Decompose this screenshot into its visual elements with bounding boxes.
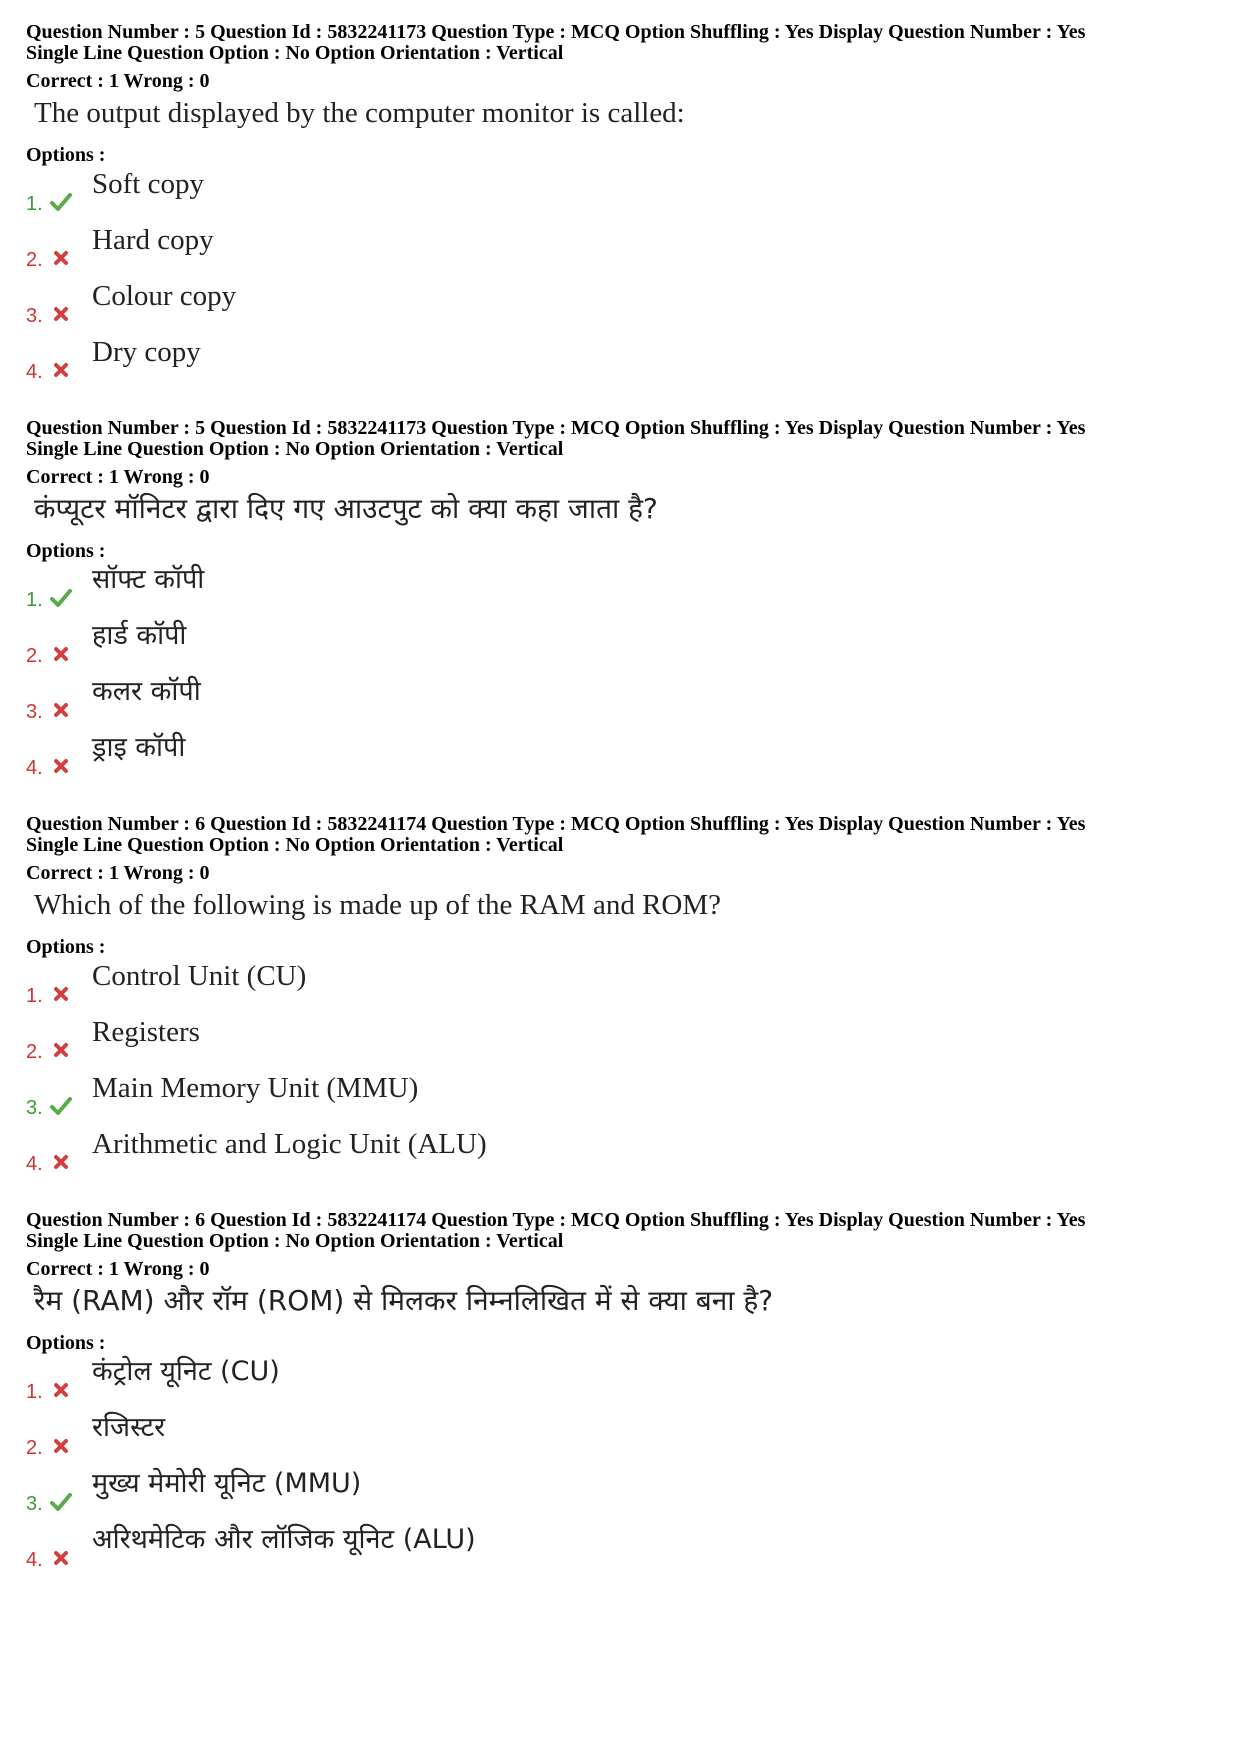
marking-scheme: Correct : 1 Wrong : 0 [26, 1258, 210, 1280]
option-text: मुख्य मेमोरी यूनिट (MMU) [92, 1468, 362, 1499]
cross-icon [50, 1040, 72, 1060]
option-item [26, 618, 1216, 674]
option-number: 3. [26, 305, 43, 327]
cross-icon [50, 304, 72, 324]
option-number: 4. [26, 757, 43, 779]
question-meta-line1: Question Number : 6 Question Id : 5832241174 Question Type : MCQ Option Shuffling : Yes Display Question Number : Yes [26, 1209, 1086, 1231]
question-meta-line2: Single Line Question Option : No Option Orientation : Vertical [26, 42, 564, 64]
option-item [26, 166, 1216, 222]
option-number: 4. [26, 361, 43, 383]
option-number: 4. [26, 1153, 43, 1175]
block-spacer [26, 786, 1216, 814]
option-text: अरिथमेटिक और लॉजिक यूनिट (ALU) [92, 1524, 476, 1555]
option-item [26, 334, 1216, 390]
question-text: The output displayed by the computer monitor is called: [34, 97, 685, 129]
question-meta-line1: Question Number : 5 Question Id : 5832241173 Question Type : MCQ Option Shuffling : Yes Display Question Number : Yes [26, 417, 1086, 439]
option-item [26, 278, 1216, 334]
option-text: Arithmetic and Logic Unit (ALU) [92, 1128, 487, 1160]
cross-icon [50, 1548, 72, 1568]
option-number: 3. [26, 1493, 43, 1515]
option-text: Colour copy [92, 280, 237, 312]
options-label: Options : [26, 540, 106, 562]
question-text: रैम (RAM) और रॉम (ROM) से मिलकर निम्नलिखित में से क्या बना है? [34, 1284, 774, 1317]
cross-icon [50, 644, 72, 664]
option-number: 2. [26, 645, 43, 667]
option-text: कलर कॉपी [92, 676, 201, 707]
question-paper [26, 22, 1216, 1578]
option-item [26, 730, 1216, 786]
option-item [26, 674, 1216, 730]
cross-icon [50, 756, 72, 776]
question-meta-line2: Single Line Question Option : No Option Orientation : Vertical [26, 1230, 564, 1252]
marking-scheme: Correct : 1 Wrong : 0 [26, 862, 210, 884]
option-number: 2. [26, 249, 43, 271]
option-text: हार्ड कॉपी [92, 620, 187, 651]
option-text: Soft copy [92, 168, 204, 200]
question-text: Which of the following is made up of the RAM and ROM? [34, 889, 722, 921]
option-text: कंट्रोल यूनिट (CU) [92, 1356, 280, 1387]
question-block [26, 1210, 1216, 1578]
option-number: 3. [26, 701, 43, 723]
cross-icon [50, 248, 72, 268]
block-spacer [26, 390, 1216, 418]
marking-scheme: Correct : 1 Wrong : 0 [26, 466, 210, 488]
question-meta-line1: Question Number : 5 Question Id : 5832241173 Question Type : MCQ Option Shuffling : Yes Display Question Number : Yes [26, 21, 1086, 43]
question-block [26, 418, 1216, 786]
question-text: कंप्यूटर मॉनिटर द्वारा दिए गए आउटपुट को क्या कहा जाता है? [34, 492, 658, 525]
option-text: Control Unit (CU) [92, 960, 307, 992]
option-number: 2. [26, 1437, 43, 1459]
option-number: 1. [26, 193, 43, 215]
cross-icon [50, 1380, 72, 1400]
option-text: रजिस्टर [92, 1412, 166, 1443]
question-meta-line2: Single Line Question Option : No Option Orientation : Vertical [26, 438, 564, 460]
options-label: Options : [26, 1332, 106, 1354]
cross-icon [50, 1436, 72, 1456]
cross-icon [50, 1152, 72, 1172]
check-icon [50, 1492, 72, 1512]
check-icon [50, 1096, 72, 1116]
option-item [26, 1466, 1216, 1522]
option-item [26, 1522, 1216, 1578]
option-item [26, 1126, 1216, 1182]
option-text: Main Memory Unit (MMU) [92, 1072, 419, 1104]
option-item [26, 1014, 1216, 1070]
option-number: 1. [26, 985, 43, 1007]
option-item [26, 1354, 1216, 1410]
question-block [26, 814, 1216, 1182]
option-item [26, 222, 1216, 278]
option-text: Hard copy [92, 224, 214, 256]
option-text: सॉफ्ट कॉपी [92, 564, 205, 595]
cross-icon [50, 984, 72, 1004]
option-text: Dry copy [92, 336, 201, 368]
check-icon [50, 192, 72, 212]
option-number: 3. [26, 1097, 43, 1119]
check-icon [50, 588, 72, 608]
cross-icon [50, 360, 72, 380]
options-label: Options : [26, 144, 106, 166]
marking-scheme: Correct : 1 Wrong : 0 [26, 70, 210, 92]
block-spacer [26, 1182, 1216, 1210]
cross-icon [50, 700, 72, 720]
question-block [26, 22, 1216, 390]
option-text: Registers [92, 1016, 200, 1048]
question-meta-line1: Question Number : 6 Question Id : 5832241174 Question Type : MCQ Option Shuffling : Yes Display Question Number : Yes [26, 813, 1086, 835]
option-item [26, 1410, 1216, 1466]
option-number: 2. [26, 1041, 43, 1063]
options-label: Options : [26, 936, 106, 958]
option-number: 4. [26, 1549, 43, 1571]
option-item [26, 562, 1216, 618]
option-item [26, 958, 1216, 1014]
option-text: ड्राइ कॉपी [92, 732, 186, 763]
question-meta-line2: Single Line Question Option : No Option Orientation : Vertical [26, 834, 564, 856]
option-item [26, 1070, 1216, 1126]
option-number: 1. [26, 1381, 43, 1403]
option-number: 1. [26, 589, 43, 611]
